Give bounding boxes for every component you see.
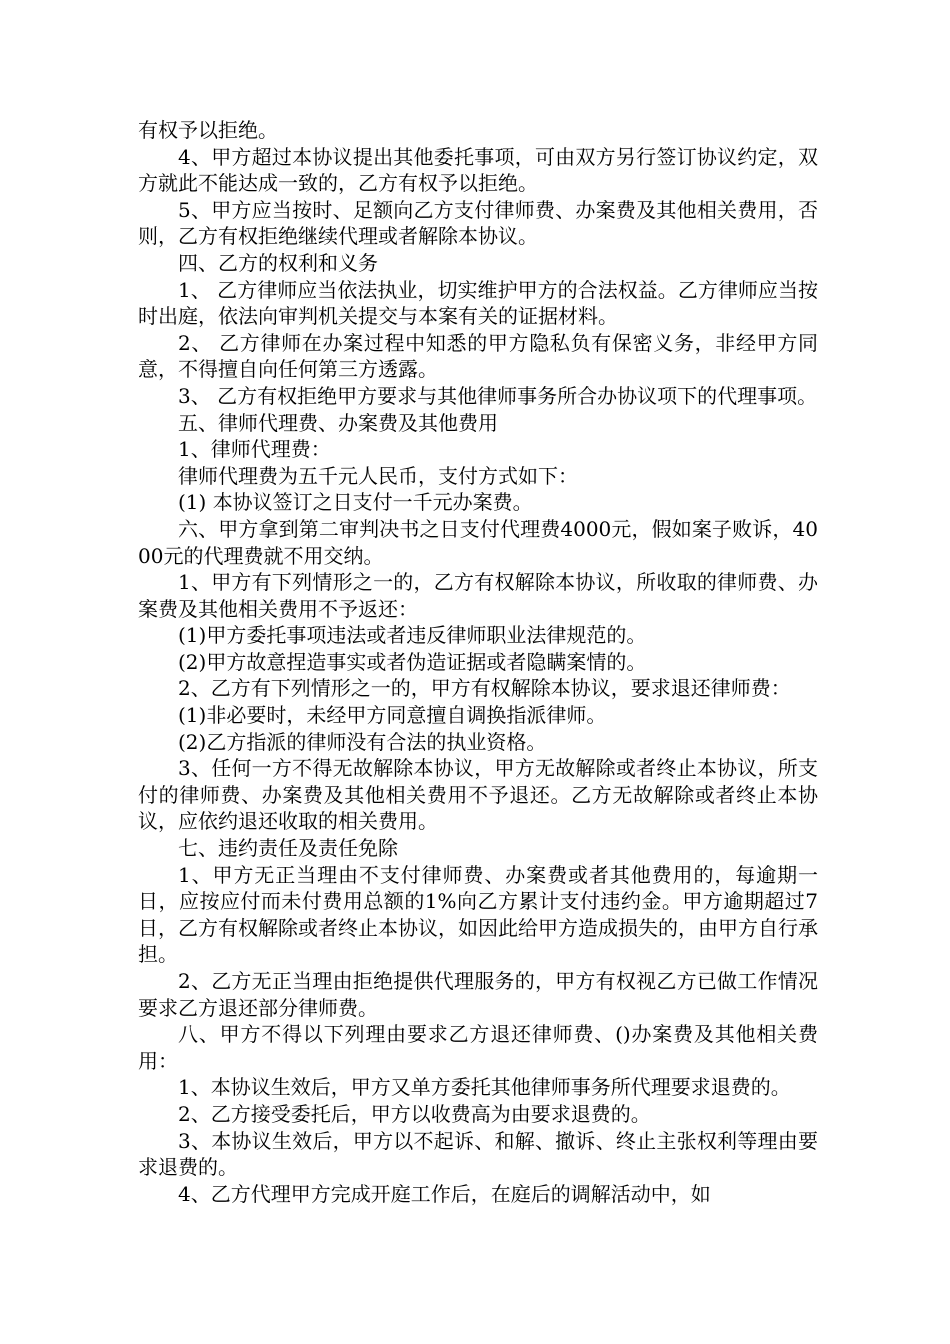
section-heading-4: 四、乙方的权利和义务 xyxy=(178,250,378,275)
paragraph-item: 3、本协议生效后，甲方以不起诉、和解、撤诉、终止主张权利等理由要求退费的。 xyxy=(138,1128,818,1180)
section-heading-6: 六、甲方拿到第二审判决书之日支付代理费4000元，假如案子败诉，4000元的代理费就不用交纳。 xyxy=(138,516,818,568)
paragraph-item: 律师代理费为五千元人民币，支付方式如下： xyxy=(178,463,578,488)
paragraph-item: 2、乙方无正当理由拒绝提供代理服务的，甲方有权视乙方已做工作情况要求乙方退还部分律师费。 xyxy=(138,969,818,1020)
paragraph-clause-4: 4、甲方超过本协议提出其他委托事项，可由双方另行签订协议约定，双方就此不能达成一致的，乙方有权予以拒绝。 xyxy=(138,144,818,196)
paragraph-item: (1)甲方委托事项违法或者违反律师职业法律规范的。 xyxy=(178,623,647,648)
paragraph-item: 2、乙方接受委托后，甲方以收费高为由要求退费的。 xyxy=(178,1101,651,1126)
paragraph-item: (1) 本协议签订之日支付一千元办案费。 xyxy=(178,490,533,515)
section-heading-7: 七、违约责任及责任免除 xyxy=(178,836,398,861)
section-heading-8: 八、甲方不得以下列理由要求乙方退还律师费、()办案费及其他相关费用： xyxy=(138,1022,818,1073)
paragraph-item: 1、律师代理费： xyxy=(178,437,331,462)
paragraph-item: 1、甲方有下列情形之一的，乙方有权解除本协议，所收取的律师费、办案费及其他相关费用不予返还： xyxy=(138,570,818,621)
paragraph-item: 2、乙方有下列情形之一的，甲方有权解除本协议，要求退还律师费： xyxy=(178,676,791,701)
paragraph-item: 1、本协议生效后，甲方又单方委托其他律师事务所代理要求退费的。 xyxy=(178,1075,791,1100)
paragraph-continuation: 有权予以拒绝。 xyxy=(138,118,278,142)
paragraph-clause-5: 5、甲方应当按时、足额向乙方支付律师费、办案费及其他相关费用，否则，乙方有权拒绝继续代理或者解除本协议。 xyxy=(138,197,818,249)
section-heading-5: 五、律师代理费、办案费及其他费用 xyxy=(178,410,498,435)
paragraph-item: 4、乙方代理甲方完成开庭工作后，在庭后的调解活动中，如 xyxy=(178,1181,711,1206)
paragraph-item: (1)非必要时，未经甲方同意擅自调换指派律师。 xyxy=(178,703,607,728)
paragraph-item: 1、甲方无正当理由不支付律师费、办案费或者其他费用的，每逾期一日，应按应付而未付费用总额的1%向乙方累计支付违约金。甲方逾期超过7日，乙方有权解除或者终止本协议，如因此给甲方造成损失的，由甲方自行承担。 xyxy=(138,862,818,967)
document-page xyxy=(138,117,818,1207)
paragraph-item: 1、 乙方律师应当依法执业，切实维护甲方的合法权益。乙方律师应当按时出庭，依法向审判机关提交与本案有关的证据材料。 xyxy=(138,277,818,329)
paragraph-item: (2)甲方故意捏造事实或者伪造证据或者隐瞒案情的。 xyxy=(178,649,647,674)
paragraph-item: (2)乙方指派的律师没有合法的执业资格。 xyxy=(178,729,547,754)
paragraph-item: 2、 乙方律师在办案过程中知悉的甲方隐私负有保密义务，非经甲方同意，不得擅自向任何第三方透露。 xyxy=(138,330,818,382)
paragraph-item: 3、任何一方不得无故解除本协议，甲方无故解除或者终止本协议，所支付的律师费、办案费及其他相关费用不予退还。乙方无故解除或者终止本协议，应依约退还收取的相关费用。 xyxy=(138,756,818,834)
paragraph-item: 3、 乙方有权拒绝甲方要求与其他律师事务所合办协议项下的代理事项。 xyxy=(178,383,818,408)
